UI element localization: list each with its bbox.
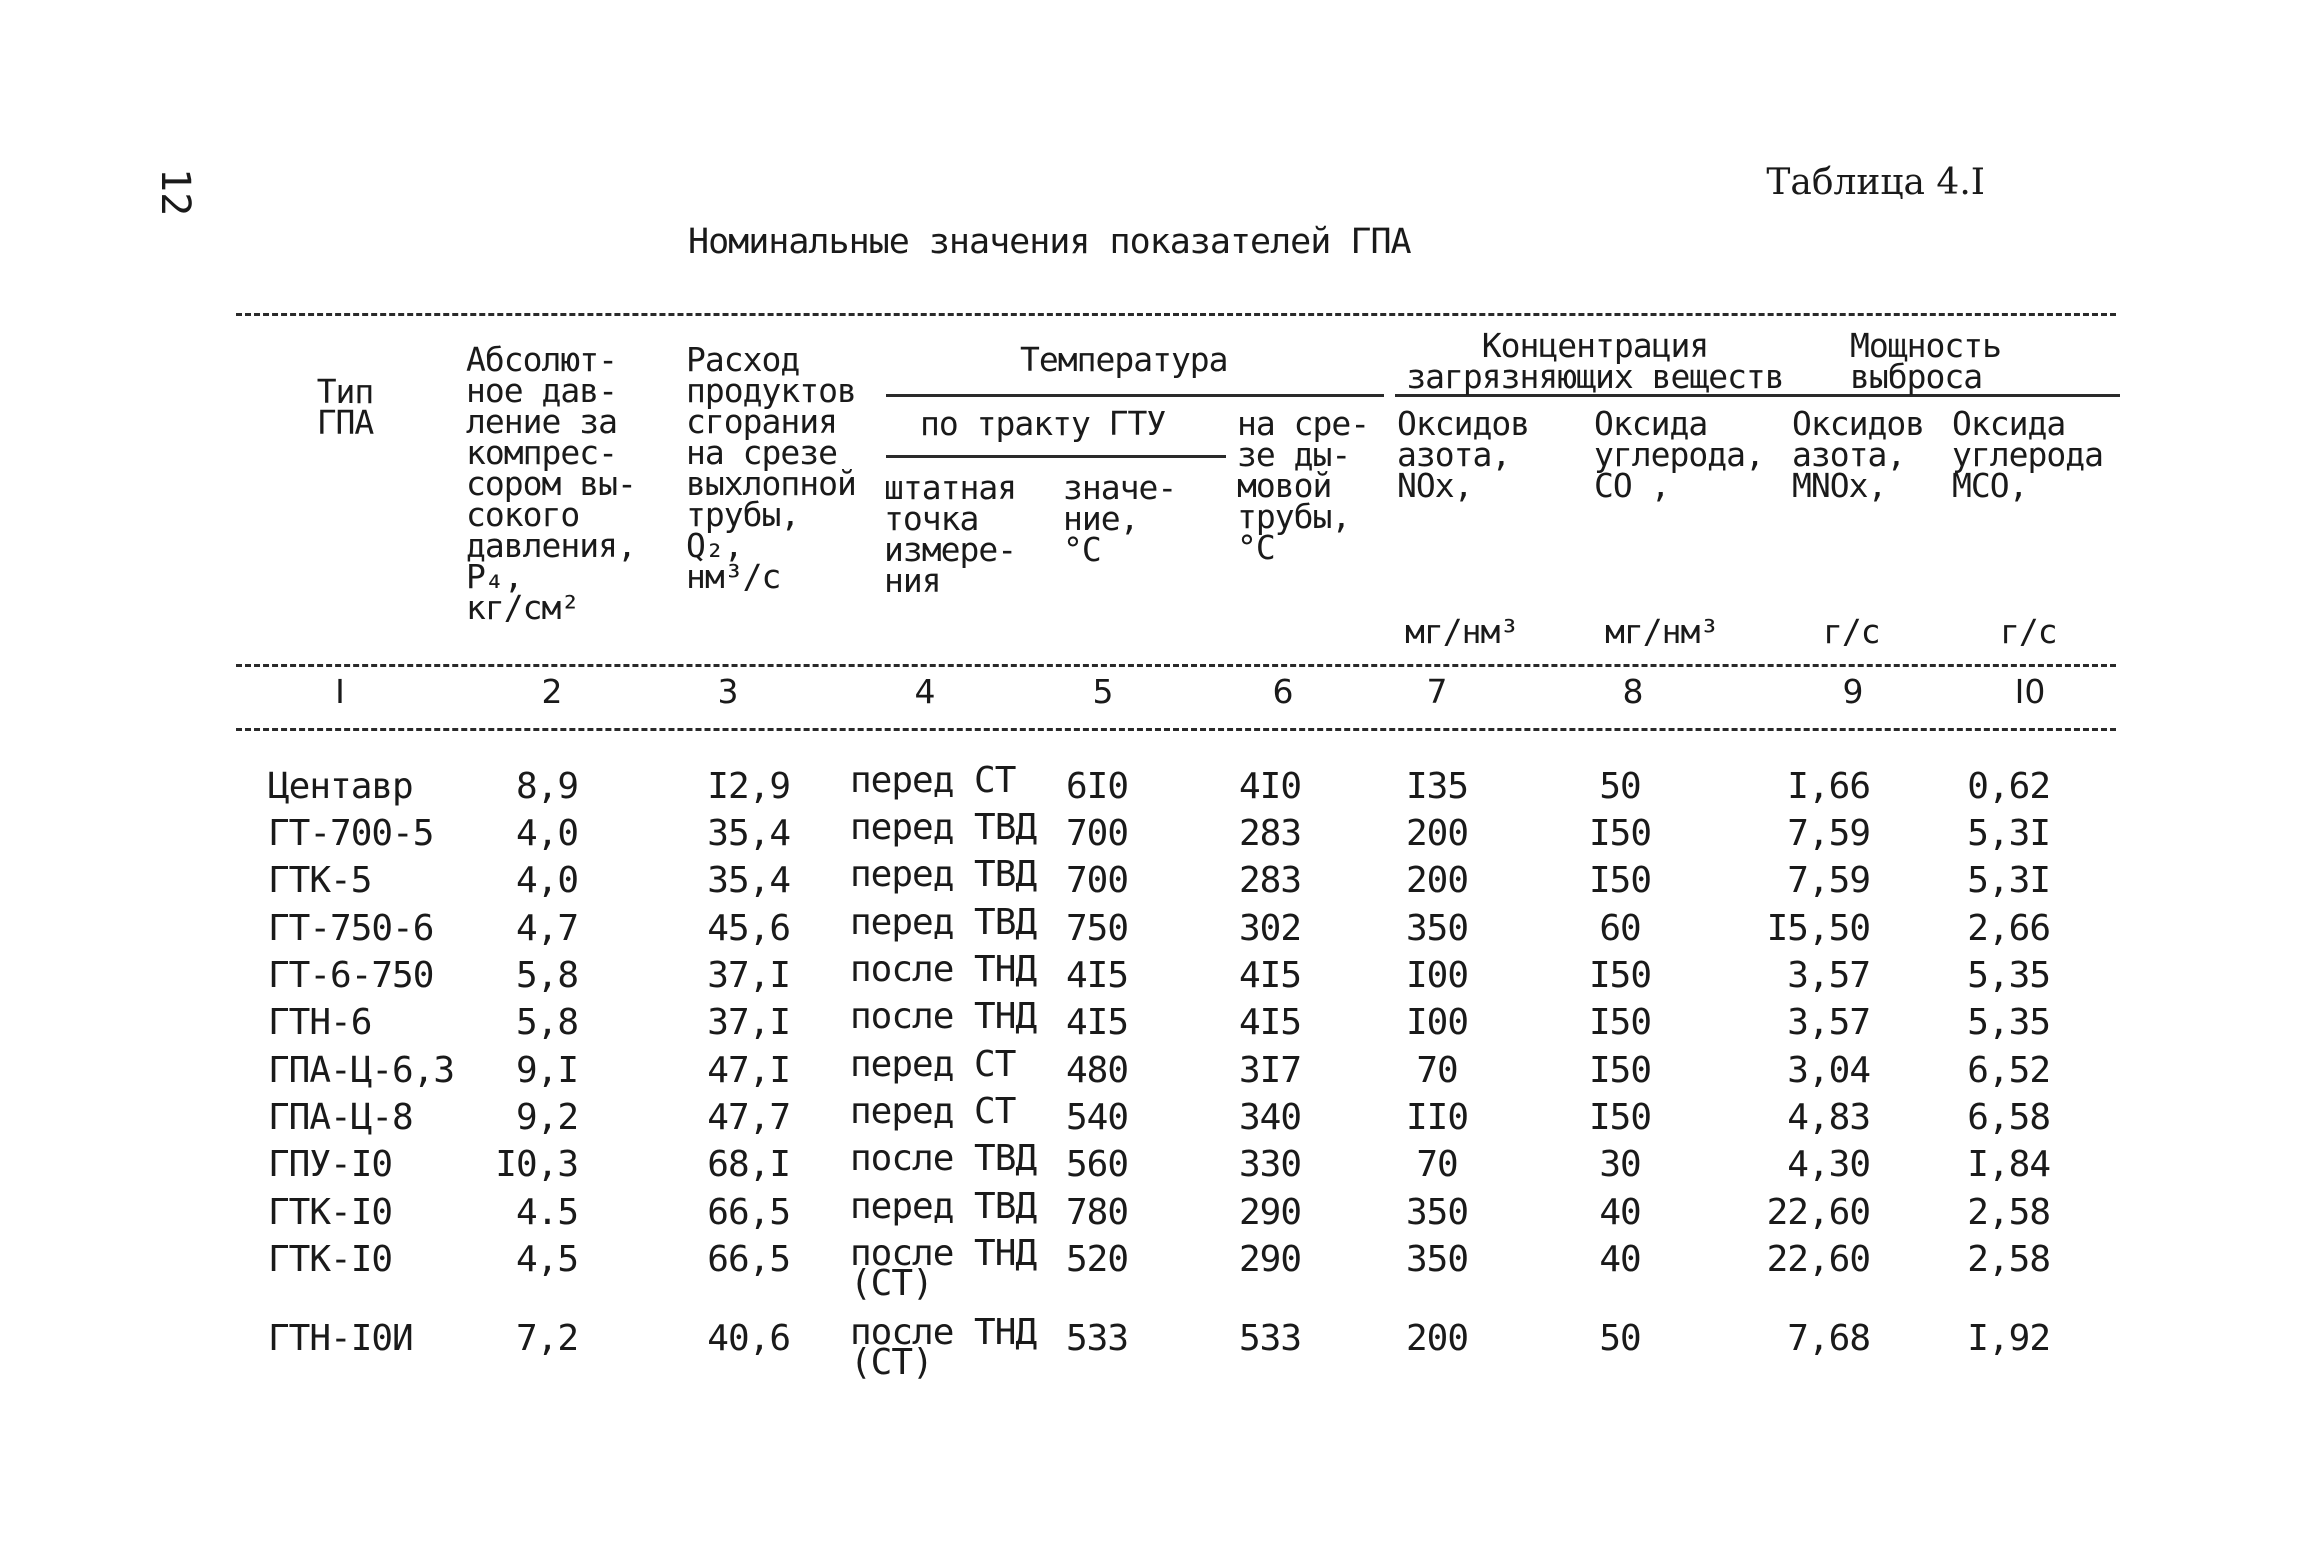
header-concentration: Концентрация загрязняющих веществ [1406,326,1784,396]
table-cell: 290 [1238,1239,1302,1280]
table-cell: 480 [1066,1050,1129,1091]
header-temperature: Температура [1020,340,1228,379]
table-cell: 47,I [707,1050,790,1091]
table-cell: 3,04 [1787,1050,1870,1091]
header-chimney: на сре- зе ды- мовой трубы, °C [1237,404,1370,567]
table-cell: 70 [1416,1050,1458,1091]
table-cell: 200 [1405,860,1469,901]
table-cell: 4,83 [1787,1097,1870,1138]
table-cell: 66,5 [707,1239,790,1280]
table-cell: 5,3I [1967,813,2050,854]
table-cell: 4,7 [515,908,578,949]
table-cell: I00 [1405,955,1469,996]
table-cell: 2,58 [1967,1239,2050,1280]
header-temp-gtu: по тракту ГТУ [920,404,1166,443]
gpa-type-cell: Центавр [268,766,413,807]
column-number: 2 [541,672,563,711]
gpa-type-cell: ГПУ-I0 [268,1144,393,1185]
table-cell: I0,3 [495,1144,578,1185]
table-cell: 700 [1066,813,1129,854]
table-cell: 4I0 [1238,766,1302,807]
header-co-unit: мг/нм³ [1605,612,1719,651]
table-cell: I50 [1588,955,1652,996]
column-number: 6 [1272,672,1294,711]
table-cell: 68,I [707,1144,790,1185]
table-cell: I,66 [1787,766,1870,807]
header-mnox-unit: г/с [1823,612,1880,651]
table-cell: перед СТ [850,760,1016,801]
gpa-type-cell: ГТ-700-5 [268,813,434,854]
table-cell: перед ТВД [850,854,1037,895]
table-cell: 750 [1066,908,1129,949]
table-cell: 4I5 [1066,955,1129,996]
table-cell: 50 [1599,766,1641,807]
table-cell: I50 [1588,1050,1652,1091]
header-type: Тип ГПА [316,372,374,442]
gpa-type-cell: ГТН-I0И [268,1318,413,1359]
table-cell: 2,66 [1967,908,2050,949]
column-number: 7 [1426,672,1448,711]
table-cell: I35 [1405,766,1469,807]
header-nox: Оксидов азота, NOx, [1397,404,1530,505]
column-number: 9 [1842,672,1864,711]
gpa-type-cell: ГТК-I0 [268,1192,393,1233]
header-point: штатная точка измере- ния [884,468,1017,600]
gpa-type-cell: ГТ-750-6 [268,908,434,949]
table-cell: I,84 [1967,1144,2050,1185]
table-cell: I5,50 [1766,908,1870,949]
table-cell: I,92 [1967,1318,2050,1359]
table-cell: 330 [1238,1144,1302,1185]
table-cell: 70 [1416,1144,1458,1185]
table-cell: перед ТВД [850,1186,1037,1227]
table-cell: 780 [1066,1192,1129,1233]
table-cell: 7,59 [1787,860,1870,901]
column-number: I [335,672,345,711]
table-cell: 350 [1405,908,1469,949]
table-cell: 60 [1599,908,1641,949]
table-cell: 8,9 [515,766,578,807]
header-power: Мощность выброса [1850,326,2001,396]
table-cell: 3,57 [1787,1002,1870,1043]
table-cell: 290 [1238,1192,1302,1233]
table-cell: 700 [1066,860,1129,901]
table-cell: 47,7 [707,1097,790,1138]
table-cell: I2,9 [707,766,790,807]
table-cell: 5,8 [515,955,578,996]
table-cell: перед ТВД [850,807,1037,848]
table-cell: 35,4 [707,860,790,901]
table-cell: 4.5 [515,1192,578,1233]
table-cell: 37,I [707,1002,790,1043]
gpa-type-cell: ГТН-6 [268,1002,372,1043]
table-cell: 45,6 [707,908,790,949]
table-cell: 22,60 [1766,1239,1870,1280]
table-cell: I50 [1588,1097,1652,1138]
header-nox-unit: мг/нм³ [1405,612,1519,651]
column-number: 8 [1622,672,1644,711]
table-cell: 22,60 [1766,1192,1870,1233]
table-cell: 6,52 [1967,1050,2050,1091]
table-cell: 4I5 [1238,1002,1302,1043]
table-cell: 4I5 [1238,955,1302,996]
table-cell: 350 [1405,1192,1469,1233]
table-cell: 200 [1405,1318,1469,1359]
page-number: 12 [152,168,198,217]
table-cell: 4I5 [1066,1002,1129,1043]
gpa-type-cell: ГТК-5 [268,860,372,901]
table-cell: 5,3I [1967,860,2050,901]
table-cell: 302 [1238,908,1302,949]
table-cell: I50 [1588,813,1652,854]
table-cell: I00 [1405,1002,1469,1043]
gtu-underline [886,455,1226,458]
header-mco: Оксида углерода MCO, [1952,404,2103,505]
column-number: 5 [1092,672,1114,711]
header-flow: Расход продуктов сгорания на срезе выхлопной трубы, Q₂, нм³/с [686,340,856,596]
table-cell: 50 [1599,1318,1641,1359]
gpa-type-cell: ГТК-I0 [268,1239,393,1280]
column-number: 3 [717,672,739,711]
table-cell: после ТВД [850,1138,1037,1179]
gpa-type-cell: ГПА-Ц-6,3 [268,1050,455,1091]
header-mco-unit: г/с [2000,612,2057,651]
table-cell: 4,0 [515,860,578,901]
table-cell: 4,0 [515,813,578,854]
column-number: I0 [2014,672,2046,711]
table-cell: 340 [1238,1097,1302,1138]
table-cell: 6I0 [1066,766,1129,807]
table-cell: 7,68 [1787,1318,1870,1359]
table-cell: 560 [1066,1144,1129,1185]
table-cell: 30 [1599,1144,1641,1185]
table-cell: 5,35 [1967,1002,2050,1043]
table-cell: 350 [1405,1239,1469,1280]
table-cell: 283 [1238,860,1302,901]
table-cell: 540 [1066,1097,1129,1138]
table-cell: 35,4 [707,813,790,854]
table-cell: 40 [1599,1192,1641,1233]
table-cell: I50 [1588,860,1652,901]
table-cell: 2,58 [1967,1192,2050,1233]
gpa-type-cell: ГПА-Ц-8 [268,1097,413,1138]
header-pressure: Абсолют- ное дав- ление за компрес- сором вы- сокого давления, P₄, кг/см² [466,340,636,627]
table-cell: после ТНД [850,996,1037,1037]
table-cell: 0,62 [1967,766,2050,807]
table-cell: перед СТ [850,1044,1016,1085]
page-title: Номинальные значения показателей ГПА [688,222,1411,262]
numbers-bottom-rule [236,728,2116,731]
table-cell: перед СТ [850,1091,1016,1132]
header-co: Оксида углерода, CO , [1594,404,1764,505]
table-cell: 3,57 [1787,955,1870,996]
table-cell: 40,6 [707,1318,790,1359]
gpa-type-cell: ГТ-6-750 [268,955,434,996]
table-cell: 40 [1599,1239,1641,1280]
top-rule [236,313,2116,316]
table-cell: 283 [1238,813,1302,854]
table-cell: 6,58 [1967,1097,2050,1138]
table-cell: 7,59 [1787,813,1870,854]
table-cell: 200 [1405,813,1469,854]
table-cell: 9,I [515,1050,578,1091]
table-cell: после ТНД (СТ) [850,1312,1037,1383]
table-cell: 5,35 [1967,955,2050,996]
table-cell: I50 [1588,1002,1652,1043]
table-cell: 4,30 [1787,1144,1870,1185]
temp-underline [886,394,1384,397]
column-number: 4 [914,672,936,711]
table-cell: 3I7 [1238,1050,1302,1091]
table-cell: 66,5 [707,1192,790,1233]
table-cell: II0 [1405,1097,1469,1138]
table-cell: 37,I [707,955,790,996]
table-cell: 7,2 [515,1318,578,1359]
header-value: значе- ние, °C [1063,468,1177,569]
table-cell: 533 [1066,1318,1129,1359]
table-cell: 520 [1066,1239,1129,1280]
table-cell: перед ТВД [850,902,1037,943]
table-cell: 533 [1238,1318,1302,1359]
header-mnox: Оксидов азота, MNOx, [1792,404,1925,505]
table-cell: 9,2 [515,1097,578,1138]
table-cell: 5,8 [515,1002,578,1043]
table-cell: 4,5 [515,1239,578,1280]
table-cell: после ТНД [850,949,1037,990]
table-cell: после ТНД (СТ) [850,1233,1037,1304]
header-bottom-rule [236,664,2116,667]
table-label: Таблица 4.I [1766,162,1985,203]
